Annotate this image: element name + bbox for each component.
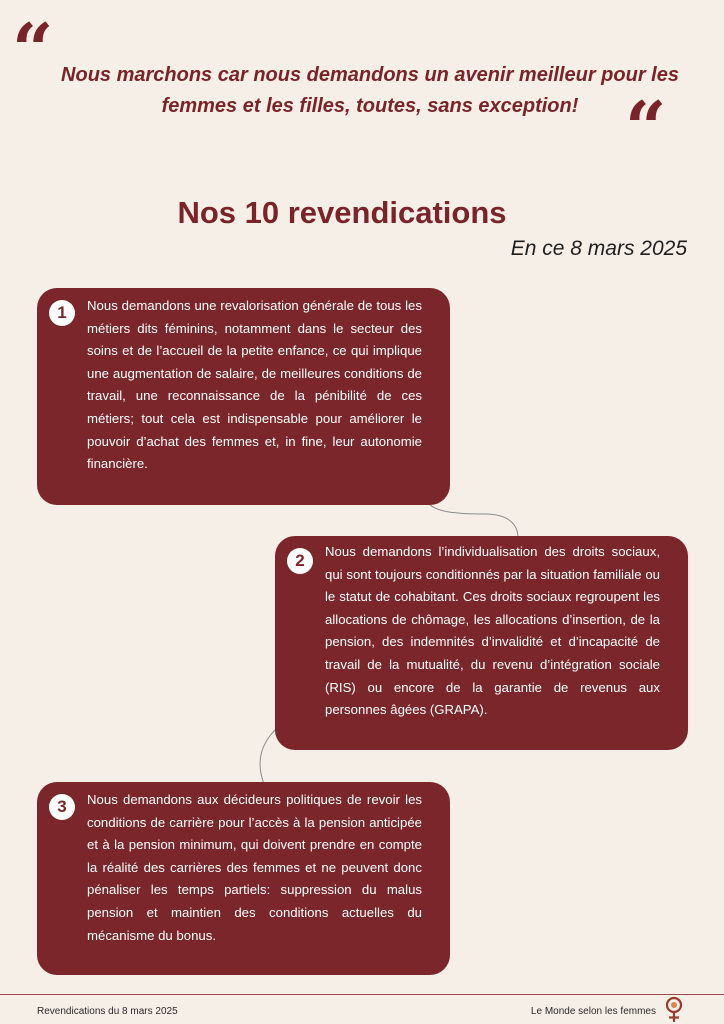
demand-card-1 xyxy=(37,288,450,505)
footer-divider xyxy=(0,994,724,995)
demand-card-2 xyxy=(275,536,688,750)
open-quote-icon: “ xyxy=(12,7,48,92)
footer-right-text: Le Monde selon les femmes xyxy=(530,1006,656,1017)
demand-text-1: Nous demandons une revalorisation générale de tous les métiers dits féminins, notamment dans le secteur des soins et de l’accueil de la petite enfance, ce qui implique une augmentation de salaire, de meilleures conditions de travail, une reconnaissance de la pénibilité de ces métiers; tout cela est indispensable pour améliorer le pouvoir d’achat des femmes et, in fine, leur autonomie financière. xyxy=(87,298,422,472)
female-symbol-logo-icon xyxy=(662,996,686,1024)
close-quote-icon: “ xyxy=(625,85,661,170)
connector-line-1-2 xyxy=(428,503,518,538)
number-badge-3: 3 xyxy=(49,794,75,820)
page-subtitle: En ce 8 mars 2025 xyxy=(510,237,687,260)
demand-card-3 xyxy=(37,782,450,975)
demand-text-2: Nous demandons l’individualisation des droits sociaux, qui sont toujours conditionnés par la situation familiale ou le statut de cohabitant. Ces droits sociaux regroupent les allocations de chômage, les allocations d’insertion, de la pension, des indemnités d’invalidité et d’incapacité de travail de la mutualité, du revenu d’intégration sociale (RIS) ou encore de la garantie de revenus aux personnes âgées (GRAPA). xyxy=(325,544,660,718)
number-badge-1: 1 xyxy=(49,300,75,326)
footer-left-text: Revendications du 8 mars 2025 xyxy=(37,1006,178,1017)
number-badge-2: 2 xyxy=(287,548,313,574)
page-title: Nos 10 revendications xyxy=(177,195,507,230)
quote-text: Nous marchons car nous demandons un avenir meilleur pour les femmes et les filles, toutes, sans exception! xyxy=(61,64,679,117)
demand-text-3: Nous demandons aux décideurs politiques de revoir les conditions de carrière pour l’accès à la pension anticipée et à la pension minimum, qui doivent prendre en compte la réalité des carrières des femmes et ne peuvent donc pénaliser les temps partiels: suppression du malus pension et maintien des conditions actuelles du mécanisme du bonus. xyxy=(87,792,422,943)
